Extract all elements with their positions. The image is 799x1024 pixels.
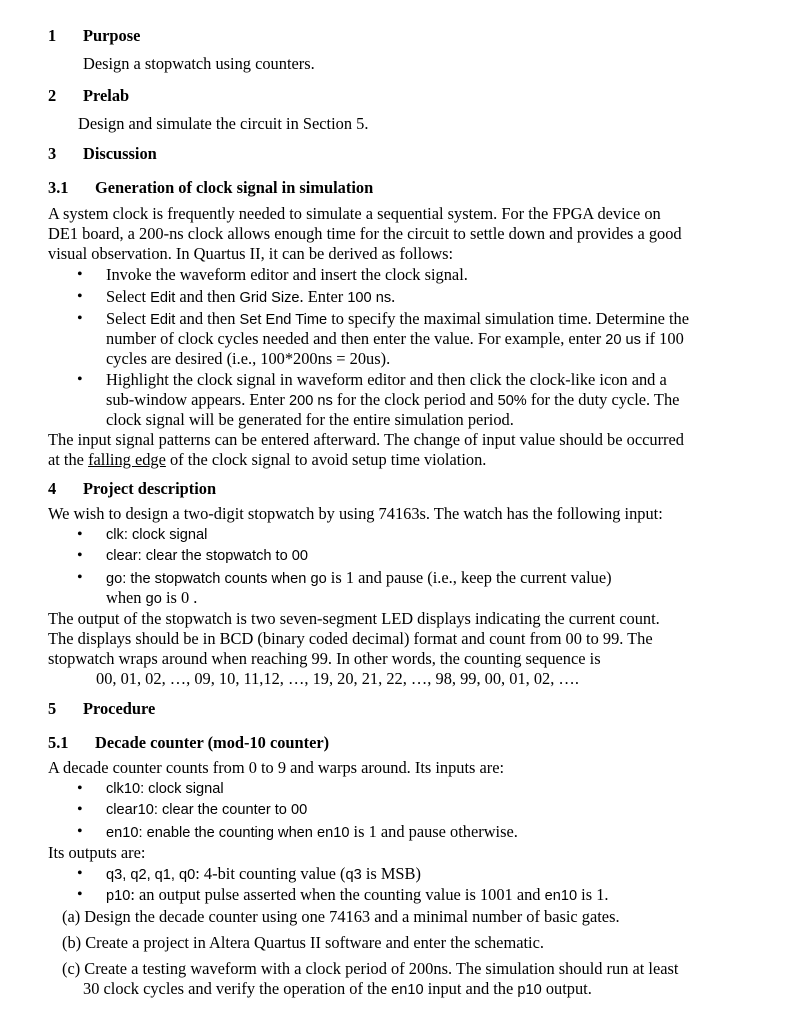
- bullet: •: [77, 310, 83, 327]
- bullet: •: [77, 780, 83, 797]
- section-4-number: 4: [48, 479, 57, 498]
- procedure-step-a: (a) Design the decade counter using one 74163 and a minimal number of basic gates.: [62, 907, 620, 926]
- list-item: Invoke the waveform editor and insert the clock signal.: [106, 265, 468, 284]
- bullet: •: [77, 266, 83, 283]
- section-3-title: Discussion: [83, 144, 157, 163]
- list-item: Select Edit and then Set End Time to specify the maximal simulation time. Determine the: [106, 309, 689, 328]
- paragraph-line: The displays should be in BCD (binary coded decimal) format and count from 00 to 99. The: [48, 629, 653, 648]
- counting-sequence: 00, 01, 02, …, 09, 10, 11,12, …, 19, 20, 21, 22, …, 98, 99, 00, 01, 02, ….: [96, 669, 579, 688]
- list-item: p10: an output pulse asserted when the counting value is 1001 and en10 is 1.: [106, 885, 609, 904]
- section-5-1-title: Decade counter (mod-10 counter): [95, 733, 330, 752]
- list-item-continuation: number of clock cycles needed and then enter the value. For example, enter 20 us if 100: [106, 329, 684, 348]
- paragraph-line: stopwatch wraps around when reaching 99. In other words, the counting sequence is: [48, 649, 601, 668]
- list-item-continuation: clock signal will be generated for the entire simulation period.: [106, 410, 514, 429]
- paragraph-line: at the falling edge of the clock signal to avoid setup time violation.: [48, 450, 487, 469]
- bullet: •: [77, 801, 83, 818]
- procedure-step-c: (c) Create a testing waveform with a clock period of 200ns. The simulation should run at least: [62, 959, 679, 978]
- list-item: clear10: clear the counter to 00: [106, 802, 308, 818]
- bullet: •: [77, 288, 83, 305]
- section-2-title: Prelab: [83, 86, 130, 105]
- procedure-step-b: (b) Create a project in Altera Quartus II software and enter the schematic.: [62, 933, 544, 952]
- bullet: •: [77, 569, 83, 586]
- section-1-number: 1: [48, 26, 57, 45]
- list-item: Highlight the clock signal in waveform editor and then click the clock-like icon and a: [106, 370, 667, 389]
- list-item: clk10: clock signal: [106, 781, 224, 797]
- paragraph-line: visual observation. In Quartus II, it can be derived as follows:: [48, 244, 454, 263]
- paragraph-line: The input signal patterns can be entered afterward. The change of input value should be occurred: [48, 430, 684, 449]
- section-4-title: Project description: [83, 479, 217, 498]
- section-2-body: Design and simulate the circuit in Section 5.: [78, 114, 369, 133]
- section-5-title: Procedure: [83, 699, 156, 718]
- section-5-number: 5: [48, 699, 57, 718]
- bullet: •: [77, 886, 83, 903]
- paragraph-line: A decade counter counts from 0 to 9 and warps around. Its inputs are:: [48, 758, 505, 777]
- section-1-body: Design a stopwatch using counters.: [83, 54, 315, 73]
- bullet: •: [77, 371, 83, 388]
- section-3-1-title: Generation of clock signal in simulation: [95, 178, 374, 197]
- section-1-title: Purpose: [83, 26, 141, 45]
- section-2-number: 2: [48, 86, 57, 105]
- bullet: •: [77, 823, 83, 840]
- paragraph-line: DE1 board, a 200-ns clock allows enough time for the circuit to settle down and provides a good: [48, 224, 682, 243]
- paragraph-line: A system clock is frequently needed to simulate a sequential system. For the FPGA device on: [48, 204, 661, 223]
- paragraph-line: Its outputs are:: [48, 843, 146, 862]
- section-3-1-number: 3.1: [48, 178, 69, 197]
- list-item: go: the stopwatch counts when go is 1 and pause (i.e., keep the current value): [106, 568, 612, 587]
- list-item: en10: enable the counting when en10 is 1 and pause otherwise.: [106, 822, 518, 841]
- list-item: clk: clock signal: [106, 527, 208, 543]
- section-5-1-number: 5.1: [48, 733, 69, 752]
- list-item-continuation: when go is 0 .: [106, 588, 198, 607]
- list-item: clear: clear the stopwatch to 00: [106, 548, 308, 564]
- bullet: •: [77, 865, 83, 882]
- section-3-number: 3: [48, 144, 57, 163]
- procedure-step-c-continuation: 30 clock cycles and verify the operation of the en10 input and the p10 output.: [83, 979, 592, 998]
- list-item-continuation: sub-window appears. Enter 200 ns for the clock period and 50% for the duty cycle. The: [106, 390, 680, 409]
- bullet: •: [77, 526, 83, 543]
- list-item-continuation: cycles are desired (i.e., 100*200ns = 20us).: [106, 349, 391, 368]
- list-item: Select Edit and then Grid Size. Enter 100 ns.: [106, 287, 396, 306]
- bullet: •: [77, 547, 83, 564]
- list-item: q3, q2, q1, q0: 4-bit counting value (q3 is MSB): [106, 864, 421, 883]
- paragraph-line: The output of the stopwatch is two seven-segment LED displays indicating the current count.: [48, 609, 660, 628]
- paragraph-line: We wish to design a two-digit stopwatch by using 74163s. The watch has the following input:: [48, 504, 663, 523]
